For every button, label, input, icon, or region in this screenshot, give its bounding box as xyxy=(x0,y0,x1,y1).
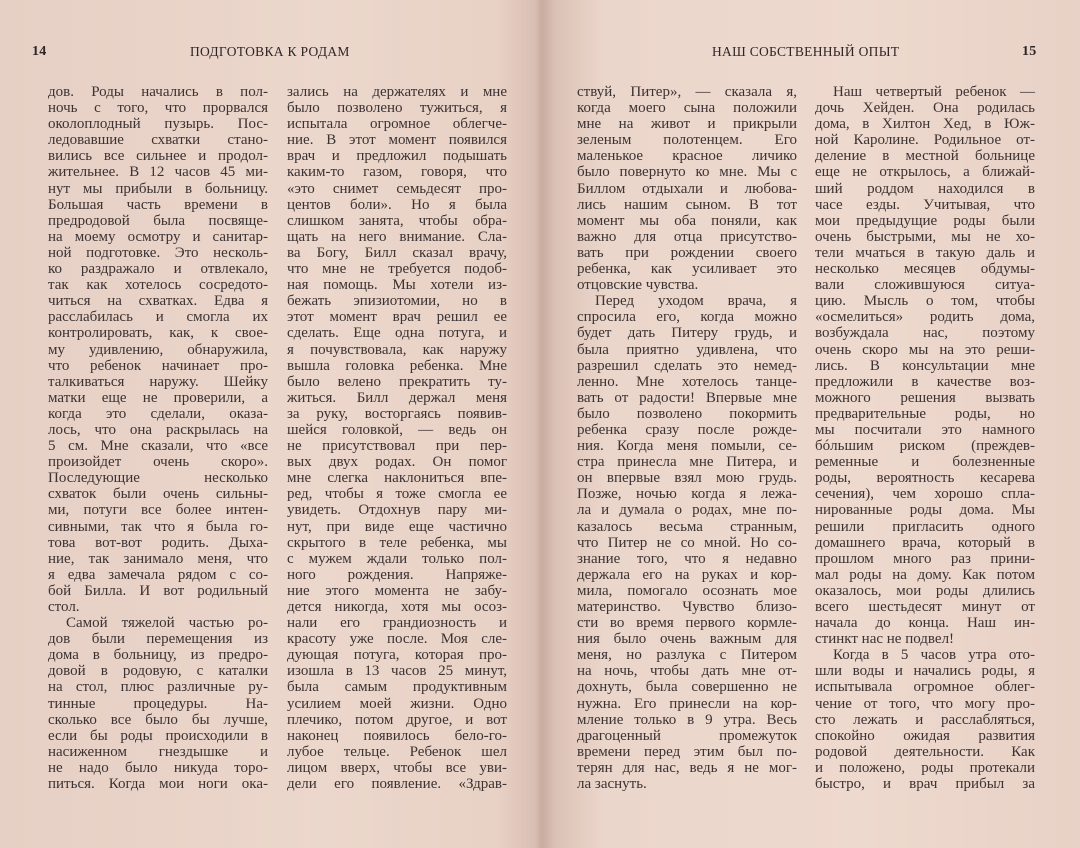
text-line: вышла головка ребенка. Мне xyxy=(287,357,507,374)
text-line: вились все сильнее и продол- xyxy=(48,148,268,165)
text-line: Когда в 5 часов утра ото- xyxy=(833,647,1035,664)
text-line: бежать эпизиотомии, но в xyxy=(287,293,507,310)
text-line: дома в больницу, из предро- xyxy=(48,647,268,664)
text-line: очень быстрыми, мы не хо- xyxy=(815,228,1035,245)
text-column-2 xyxy=(287,84,507,792)
text-line: я почувствовала, как наружу xyxy=(287,341,507,358)
text-line: лись нашим сыном. В тот xyxy=(577,196,797,213)
text-line: изошла в 13 часов 25 минут, xyxy=(287,663,507,680)
text-line: матки еще не проверили, а xyxy=(48,389,268,406)
page-number-right: 15 xyxy=(1022,44,1037,59)
text-line: зеленым полотенцем. Его xyxy=(577,132,797,149)
text-line: дется никогда, хотя мы осоз- xyxy=(287,599,507,615)
text-line: плечико, потом другое, и вот xyxy=(287,711,507,728)
text-line: ред, чтобы я тоже смогла ее xyxy=(287,486,507,503)
text-line: бой Билла. И вот родильный xyxy=(48,582,268,599)
text-line: усилием моей жизни. Одно xyxy=(287,695,507,712)
text-line: терян для нас, ведь я не мог- xyxy=(577,759,797,776)
running-head-right: НАШ СОБСТВЕННЫЙ ОПЫТ xyxy=(712,44,900,59)
text-line: отцовские чувства. xyxy=(577,277,699,294)
text-line: сделать. Еще одна потуга, и xyxy=(287,325,507,342)
text-line: часе езды. Учитывая, что xyxy=(815,196,1035,213)
paragraph xyxy=(287,84,507,792)
text-line: ния было очень важным для xyxy=(577,631,797,648)
text-line: цию. Мысль о том, чтобы xyxy=(815,293,1035,310)
text-line: держала его на руках и кор- xyxy=(577,566,797,583)
text-line: с мужем ждали только пол- xyxy=(287,550,507,567)
text-line: сколько все было бы лучше, xyxy=(48,711,268,728)
text-line: спросила его, когда можно xyxy=(577,309,797,326)
text-line: не присутствовал при пер- xyxy=(287,438,507,455)
text-line: вать при рождении своего xyxy=(577,244,797,261)
text-line: нут, при виде еще частично xyxy=(287,518,507,535)
text-line: ная помощь. Мы хотели из- xyxy=(287,277,507,294)
text-line: «осмелиться» родить дома, xyxy=(815,309,1035,326)
text-line: ния. Когда меня помыли, се- xyxy=(577,438,797,455)
text-line: чение от того, что могу про- xyxy=(815,695,1035,712)
text-line: околоплодный пузырь. Пос- xyxy=(48,116,268,133)
text-line: дов были перемещения из xyxy=(48,631,268,648)
text-line: нированные роды дома. Мы xyxy=(815,502,1035,519)
text-line: Самой тяжелой частью ро- xyxy=(66,615,268,632)
text-line: спокойно ожидая развития xyxy=(815,727,1035,744)
text-line: что Питер не со мной. Но со- xyxy=(577,534,797,551)
text-line: маленькое красное личико xyxy=(577,148,797,165)
paragraph xyxy=(48,615,268,792)
text-line: Позже, ночью когда я лежа- xyxy=(577,486,797,503)
text-line: родовой деятельности. Как xyxy=(815,743,1035,760)
text-line: дочь Хейден. Она родилась xyxy=(815,100,1035,117)
text-line: стра принесла мне Питера, и xyxy=(577,454,797,471)
text-line: дома, в Хилтон Хед, в Юж- xyxy=(815,116,1035,133)
text-line: предварительные роды, но xyxy=(815,405,1035,422)
text-line: мне на живот и прикрыли xyxy=(577,116,797,133)
text-line: решили пригласить одного xyxy=(815,518,1035,535)
text-line: этот момент врач решил ее xyxy=(287,309,507,326)
text-line: мы посчитали это намного xyxy=(815,421,1035,438)
text-line: Биллом отдыхали и любова- xyxy=(577,180,797,197)
text-line: домашнего врача, который в xyxy=(815,534,1035,551)
text-line: времени перед этим был по- xyxy=(577,743,797,760)
text-line: деление в местной больнице xyxy=(815,148,1035,165)
text-line: дели его появление. «Здрав- xyxy=(287,776,507,793)
text-line: нали его грандиозность и xyxy=(287,615,507,632)
text-line: была приятно удивлена, что xyxy=(577,341,797,358)
text-line: ва Богу, Билл сказал врачу, xyxy=(287,244,507,261)
text-line: я едва замечала рядом с со- xyxy=(48,566,268,583)
text-line: ледовавшие схватки стано- xyxy=(48,132,268,149)
text-line: еще не открылось, а ближай- xyxy=(815,164,1035,181)
text-line: драгоценный промежуток xyxy=(577,727,797,744)
text-line: было повернуто ко мне. Мы с xyxy=(577,164,797,181)
text-line: «это снимет семьдесят про- xyxy=(287,180,507,197)
text-line: увидеть. Отдохнув пару ми- xyxy=(287,502,507,519)
text-line: было позволено тужиться, я xyxy=(287,100,507,117)
paragraph xyxy=(577,84,797,293)
text-line: была самым продуктивным xyxy=(287,679,507,696)
text-line: материнство. Чувство близо- xyxy=(577,599,797,615)
text-line: так как хотелось сосредото- xyxy=(48,277,268,294)
text-line: сивными, так что я была го- xyxy=(48,518,268,535)
text-line: что мне не требуется подоб- xyxy=(287,261,507,278)
text-line: предродовой была посвяще- xyxy=(48,212,268,229)
text-line: житься. Билл держал меня xyxy=(287,389,507,406)
text-line: врач и предложил подышать xyxy=(287,148,507,165)
paragraph xyxy=(577,293,797,792)
text-line: не надо было никуда торо- xyxy=(48,759,268,776)
text-line: если бы роды происходили в xyxy=(48,727,268,744)
text-line: ременные и болезненные xyxy=(815,454,1035,471)
text-line: слишком занята, чтобы обра- xyxy=(287,212,507,229)
text-line: сти во время первого кормле- xyxy=(577,615,797,632)
text-line: ми, потуги все более интен- xyxy=(48,502,268,519)
text-line: лось, что она раскрылась на xyxy=(48,421,268,438)
text-line: было позволено покормить xyxy=(577,405,797,422)
text-line: ние, так занимало меня, что xyxy=(48,550,268,567)
text-line: разрешил сделать это немед- xyxy=(577,357,797,374)
text-column-1 xyxy=(48,84,268,792)
text-line: ший роддом находился в xyxy=(815,180,1035,197)
text-line: важно для отца присутство- xyxy=(577,228,797,245)
text-line: мал роды на дому. Как потом xyxy=(815,566,1035,583)
text-line: стинкт нас не подвел! xyxy=(815,631,955,648)
text-line: произойдет очень скоро». xyxy=(48,454,268,471)
text-line: ной подготовке. Это несколь- xyxy=(48,244,268,261)
text-line: знание того, что я недавно xyxy=(577,550,797,567)
text-line: вали сложившуюся ситуа- xyxy=(815,277,1035,294)
paragraph xyxy=(815,84,1035,647)
text-line: дов. Роды начались в пол- xyxy=(48,84,268,100)
text-line: лубое тельце. Ребенок шел xyxy=(287,743,507,760)
text-line: му удивлению, обнаружила, xyxy=(48,341,268,358)
text-line: казалось весьма странным, xyxy=(577,518,797,535)
text-line: лись. В консультации мне xyxy=(815,357,1035,374)
text-line: тинные процедуры. На- xyxy=(48,695,268,712)
text-line: шли воды и начались роды, я xyxy=(815,663,1035,680)
text-line: предложили в качестве воз- xyxy=(815,373,1035,390)
text-line: питься. Когда мои ноги ока- xyxy=(48,776,268,793)
text-line: мои предыдущие роды были xyxy=(815,212,1035,229)
text-line: мила, помогало осознать мое xyxy=(577,582,797,599)
text-line: он впервые взял мою грудь. xyxy=(577,470,797,487)
page-number-left: 14 xyxy=(32,44,47,59)
text-line: тели мчаться в такую даль и xyxy=(815,244,1035,261)
text-line: вать от радости! Впервые мне xyxy=(577,389,797,406)
text-line: на ночь, чтобы дать мне от- xyxy=(577,663,797,680)
text-line: ребенка сразу после рожде- xyxy=(577,421,797,438)
text-line: ко раздражало и отвлекало, xyxy=(48,261,268,278)
text-line: читься на схватках. Едва я xyxy=(48,293,268,310)
text-line: ла заснуть. xyxy=(577,776,647,793)
text-line: будет дать Питеру грудь, и xyxy=(577,325,797,342)
text-line: центов боли». Но я была xyxy=(287,196,507,213)
text-line: быстро, и врач прибыл за xyxy=(815,776,1035,793)
text-line: ленно. Мне хотелось танце- xyxy=(577,373,797,390)
text-line: момент мы оба поняли, как xyxy=(577,212,797,229)
text-line: ла и думала о родах, мне по- xyxy=(577,502,797,519)
text-line: на стол, плюс различные ру- xyxy=(48,679,268,696)
text-line: нужна. Его принесли на кор- xyxy=(577,695,797,712)
text-line: стол. xyxy=(48,599,80,615)
text-line: было велено прекратить ту- xyxy=(287,373,507,390)
text-line: несколько месяцев обдумы- xyxy=(815,261,1035,278)
text-line: сто лежать и расслабляться, xyxy=(815,711,1035,728)
text-line: когда это сделали, оказа- xyxy=(48,405,268,422)
text-column-3 xyxy=(577,84,797,792)
text-line: вых двух родах. Он помог xyxy=(287,454,507,471)
text-line: начала до конца. Наш ин- xyxy=(815,615,1035,632)
text-line: това вот-вот родить. Дыха- xyxy=(48,534,268,551)
text-line: всего шестьдесят минут от xyxy=(815,599,1035,615)
text-line: наконец появилось бело-го- xyxy=(287,727,507,744)
text-line: дохнуть, была совершенно не xyxy=(577,679,797,696)
text-line: мление только в 9 утра. Весь xyxy=(577,711,797,728)
text-line: Последующие несколько xyxy=(48,470,268,487)
text-line: Большая часть времени в xyxy=(48,196,268,213)
text-line: каким-то газом, говоря, что xyxy=(287,164,507,181)
text-line: когда моего сына положили xyxy=(577,100,797,117)
text-line: зались на держателях и мне xyxy=(287,84,507,100)
paragraph xyxy=(48,84,268,615)
text-line: ние. В этот момент появился xyxy=(287,132,507,149)
text-line: меня, но разлука с Питером xyxy=(577,647,797,664)
text-line: на моему осмотру и санитар- xyxy=(48,228,268,245)
text-line: щать на него внимание. Сла- xyxy=(287,228,507,245)
text-line: насиженном гнездышке и xyxy=(48,743,268,760)
text-line: красоту уже после. Моя сле- xyxy=(287,631,507,648)
text-line: ребенка, как усиливает это xyxy=(577,261,797,278)
text-line: испытала огромное облегче- xyxy=(287,116,507,133)
text-line: роды, вероятность кесарева xyxy=(815,470,1035,487)
text-line: и положено, роды протекали xyxy=(815,759,1035,776)
text-line: жительнее. В 12 часов 45 ми- xyxy=(48,164,268,181)
text-line: бóльшим риском (преждев- xyxy=(815,438,1035,455)
text-line: прошлом много раз прини- xyxy=(815,550,1035,567)
text-line: оказалось, мои роды длились xyxy=(815,582,1035,599)
running-head-left: ПОДГОТОВКА К РОДАМ xyxy=(190,44,350,59)
text-line: расслабилась и смогла их xyxy=(48,309,268,326)
text-line: ной Каролине. Родильное от- xyxy=(815,132,1035,149)
text-line: ствуй, Питер», — сказала я, xyxy=(577,84,797,100)
text-line: 5 см. Мне сказали, что «все xyxy=(48,438,268,455)
text-line: что ребенок начинает про- xyxy=(48,357,268,374)
text-line: Перед уходом врача, я xyxy=(595,293,797,310)
text-line: схваток были очень сильны- xyxy=(48,486,268,503)
text-line: можного решения вызвать xyxy=(815,389,1035,406)
text-line: скрытого в теле ребенка, мы xyxy=(287,534,507,551)
text-line: шейся головкой, — ведь он xyxy=(287,421,507,438)
text-line: возбуждала нас, поэтому xyxy=(815,325,1035,342)
text-line: очень скоро мы на это реши- xyxy=(815,341,1035,358)
text-line: дующая потуга, которая про- xyxy=(287,647,507,664)
text-line: контролировать, как, к свое- xyxy=(48,325,268,342)
text-line: ние этого момента не забу- xyxy=(287,582,507,599)
text-line: испытывала огромное облег- xyxy=(815,679,1035,696)
text-line: сечения), чем хорошо спла- xyxy=(815,486,1035,503)
text-line: нут мы прибыли в больницу. xyxy=(48,180,268,197)
paragraph xyxy=(815,647,1035,792)
text-line: талкиваться наружу. Шейку xyxy=(48,373,268,390)
text-line: мне слегка наклониться впе- xyxy=(287,470,507,487)
text-line: за руку, восторгаясь появив- xyxy=(287,405,507,422)
text-line: Наш четвертый ребенок — xyxy=(833,84,1035,100)
text-column-4 xyxy=(815,84,1035,792)
text-line: довой в родовую, с каталки xyxy=(48,663,268,680)
text-line: лицом вверх, чтобы все уви- xyxy=(287,759,507,776)
text-line: ного рождения. Напряже- xyxy=(287,566,507,583)
text-line: ночь с того, что прорвался xyxy=(48,100,268,117)
